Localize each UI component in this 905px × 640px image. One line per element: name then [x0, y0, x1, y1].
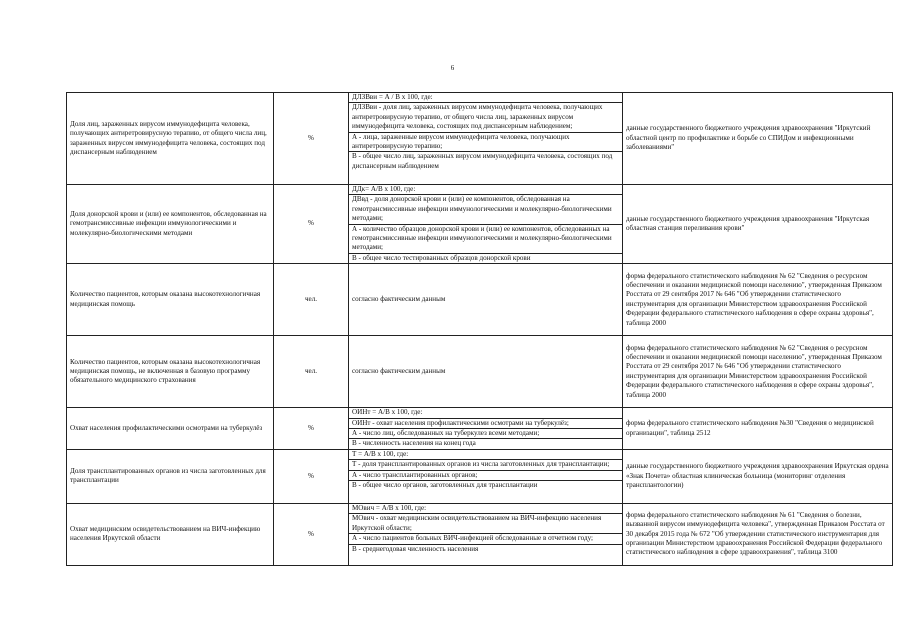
formula-line: согласно фактическим данным	[352, 295, 446, 304]
indicator-formula	[349, 93, 623, 185]
table-row	[67, 408, 893, 450]
indicator-formula	[349, 185, 623, 264]
indicator-formula	[349, 449, 623, 503]
indicator-formula	[349, 503, 623, 565]
formula-line: В - общее число тестированных образцов донорской крови	[352, 253, 531, 262]
formula-line: ДЛЗВви - доля лиц, зараженных вирусом иммунодефицита человека, получающих антиретровирусную терапию, от общего числа лиц, зараженных вирусом иммунодефицита человека, состоящих под диспансерным наблюдением;	[349, 103, 622, 132]
indicator-unit: %	[274, 503, 349, 565]
formula-line: ОИНт = А/В х 100, где:	[349, 408, 622, 418]
indicator-formula	[349, 408, 623, 450]
formula-line: А - число трансплантированных органов;	[349, 471, 622, 481]
indicator-source: данные государственного бюджетного учреждения здравоохранения Иркутская ордена «Знак Почета» областная клиническая больница (мониторинг отделения трансплантологии)	[623, 449, 893, 503]
indicators-table	[66, 92, 893, 566]
formula-line: ОИНт - охват населения профилактическими осмотрами на туберкулёз;	[349, 419, 622, 429]
table-row	[67, 185, 893, 264]
formula-line: ДЛЗВви = А / В х 100, где:	[349, 93, 622, 103]
indicator-formula	[349, 336, 623, 408]
formula-line: В - среднегодовая численность населения	[352, 544, 479, 553]
indicator-source: форма федерального статистического наблюдения № 62 "Сведения о ресурсном обеспечении и оказании медицинской помощи населению", утвержденная Приказом Росстата от 29 сентября 2017 № 646 "Об утверждении статистического инструментария для организации Министерством здравоохранения Российской Федерации федерального статистического наблюдения в сфере охраны здоровья", таблица 2000	[623, 336, 893, 408]
indicator-source: форма федерального статистического наблюдения № 61 "Сведения о болезни, вызванной вирусом иммунодефицита человека", утвержденная Приказом Росстата от 30 декабря 2015 года № 672 "Об утверждении статистического инструментария для организации Министерством здравоохранения Российской Федерации федерального статистического наблюдения в сфере здравоохранения", таблица 3100	[623, 503, 893, 565]
indicator-formula	[349, 264, 623, 336]
formula-line: А - число пациентов больных ВИЧ-инфекцией обследованные в отчетном году;	[349, 534, 622, 544]
indicator-name: Доля лиц, зараженных вирусом иммунодефицита человека, получающих антиретровирусную терапию, от общего числа лиц, зараженных вирусом иммунодефицита человека, состоящих под диспансерным наблюдением	[67, 93, 274, 185]
table-row	[67, 449, 893, 503]
formula-line: В - общее число лиц, зараженных вирусом иммунодефицита человека, состоящих под диспансерным наблюдением	[352, 152, 613, 170]
indicator-source: данные государственного бюджетного учреждения здравоохранения "Иркутская областная станция переливания крови"	[623, 185, 893, 264]
indicator-unit: чел.	[274, 336, 349, 408]
formula-line: А - количество образцов донорской крови и (или) ее компонентов, обследованных на гемотрансмиссивные инфекции иммунологическими и молекулярно-биологическими методами;	[349, 225, 622, 254]
indicator-name: Доля трансплантированных органов из числа заготовленных для трансплантации	[67, 449, 274, 503]
indicator-name: Количество пациентов, которым оказана высокотехнологичная медицинская помощь, не включенная в базовую программу обязательного медицинского страхования	[67, 336, 274, 408]
formula-line: А - лица, зараженные вирусом иммунодефицита человека, получающих антиретровирусную терапию;	[349, 133, 622, 153]
table-row	[67, 93, 893, 185]
indicator-source: данные государственного бюджетного учреждения здравоохранения "Иркутский областной центр по профилактике и борьбе со СПИДом и инфекционными заболеваниями"	[623, 93, 893, 185]
formula-line: МОвич = А/В х 100, где:	[349, 504, 622, 514]
page-number: 6	[450, 64, 455, 72]
table-row	[67, 503, 893, 565]
indicator-name: Охват медицинским освидетельствованием на ВИЧ-инфекцию населения Иркутской области	[67, 503, 274, 565]
formula-line: В - численность населения на конец года	[352, 439, 476, 448]
indicator-unit: %	[274, 449, 349, 503]
formula-line: В - общее число органов, заготовленных для трансплантации	[352, 481, 538, 490]
indicator-source: форма федерального статистического наблюдения №30 "Сведения о медицинской организации", таблица 2512	[623, 408, 893, 450]
indicator-name: Охват населения профилактическими осмотрами на туберкулёз	[67, 408, 274, 450]
formula-line: А - число лиц, обследованных на туберкулез всеми методами;	[349, 429, 622, 439]
indicator-name: Доля донорской крови и (или) ее компонентов, обследованная на гемотрансмиссивные инфекции иммунологическими и молекулярно-биологическими методами	[67, 185, 274, 264]
table-row	[67, 264, 893, 336]
formula-line: ДВвд - доля донорской крови и (или) ее компонентов, обследованная на гемотрансмиссивные инфекции иммунологическими и молекулярно-биологическими методами;	[349, 195, 622, 224]
indicator-unit: %	[274, 185, 349, 264]
indicator-source: форма федерального статистического наблюдения № 62 "Сведения о ресурсном обеспечении и оказании медицинской помощи населению", утвержденная Приказом Росстата от 29 сентября 2017 № 646 "Об утверждении статистического инструментария для организации Министерством здравоохранения Российской Федерации федерального статистического наблюдения в сфере охраны здоровья", таблица 2000	[623, 264, 893, 336]
indicator-unit: %	[274, 93, 349, 185]
indicator-name: Количество пациентов, которым оказана высокотехнологичная медицинская помощь	[67, 264, 274, 336]
indicator-unit: чел.	[274, 264, 349, 336]
formula-line: ДДк= А/В х 100, где:	[349, 185, 622, 195]
formula-line: согласно фактическим данным	[352, 367, 446, 376]
formula-line: Т - доля трансплантированных органов из числа заготовленных для трансплантации;	[349, 460, 622, 470]
table-row	[67, 336, 893, 408]
indicator-unit: %	[274, 408, 349, 450]
formula-line: Т = А/В х 100, где:	[349, 450, 622, 460]
formula-line: МОвич - охват медицинским освидетельствованием на ВИЧ-инфекцию населения Иркутской области;	[349, 514, 622, 534]
